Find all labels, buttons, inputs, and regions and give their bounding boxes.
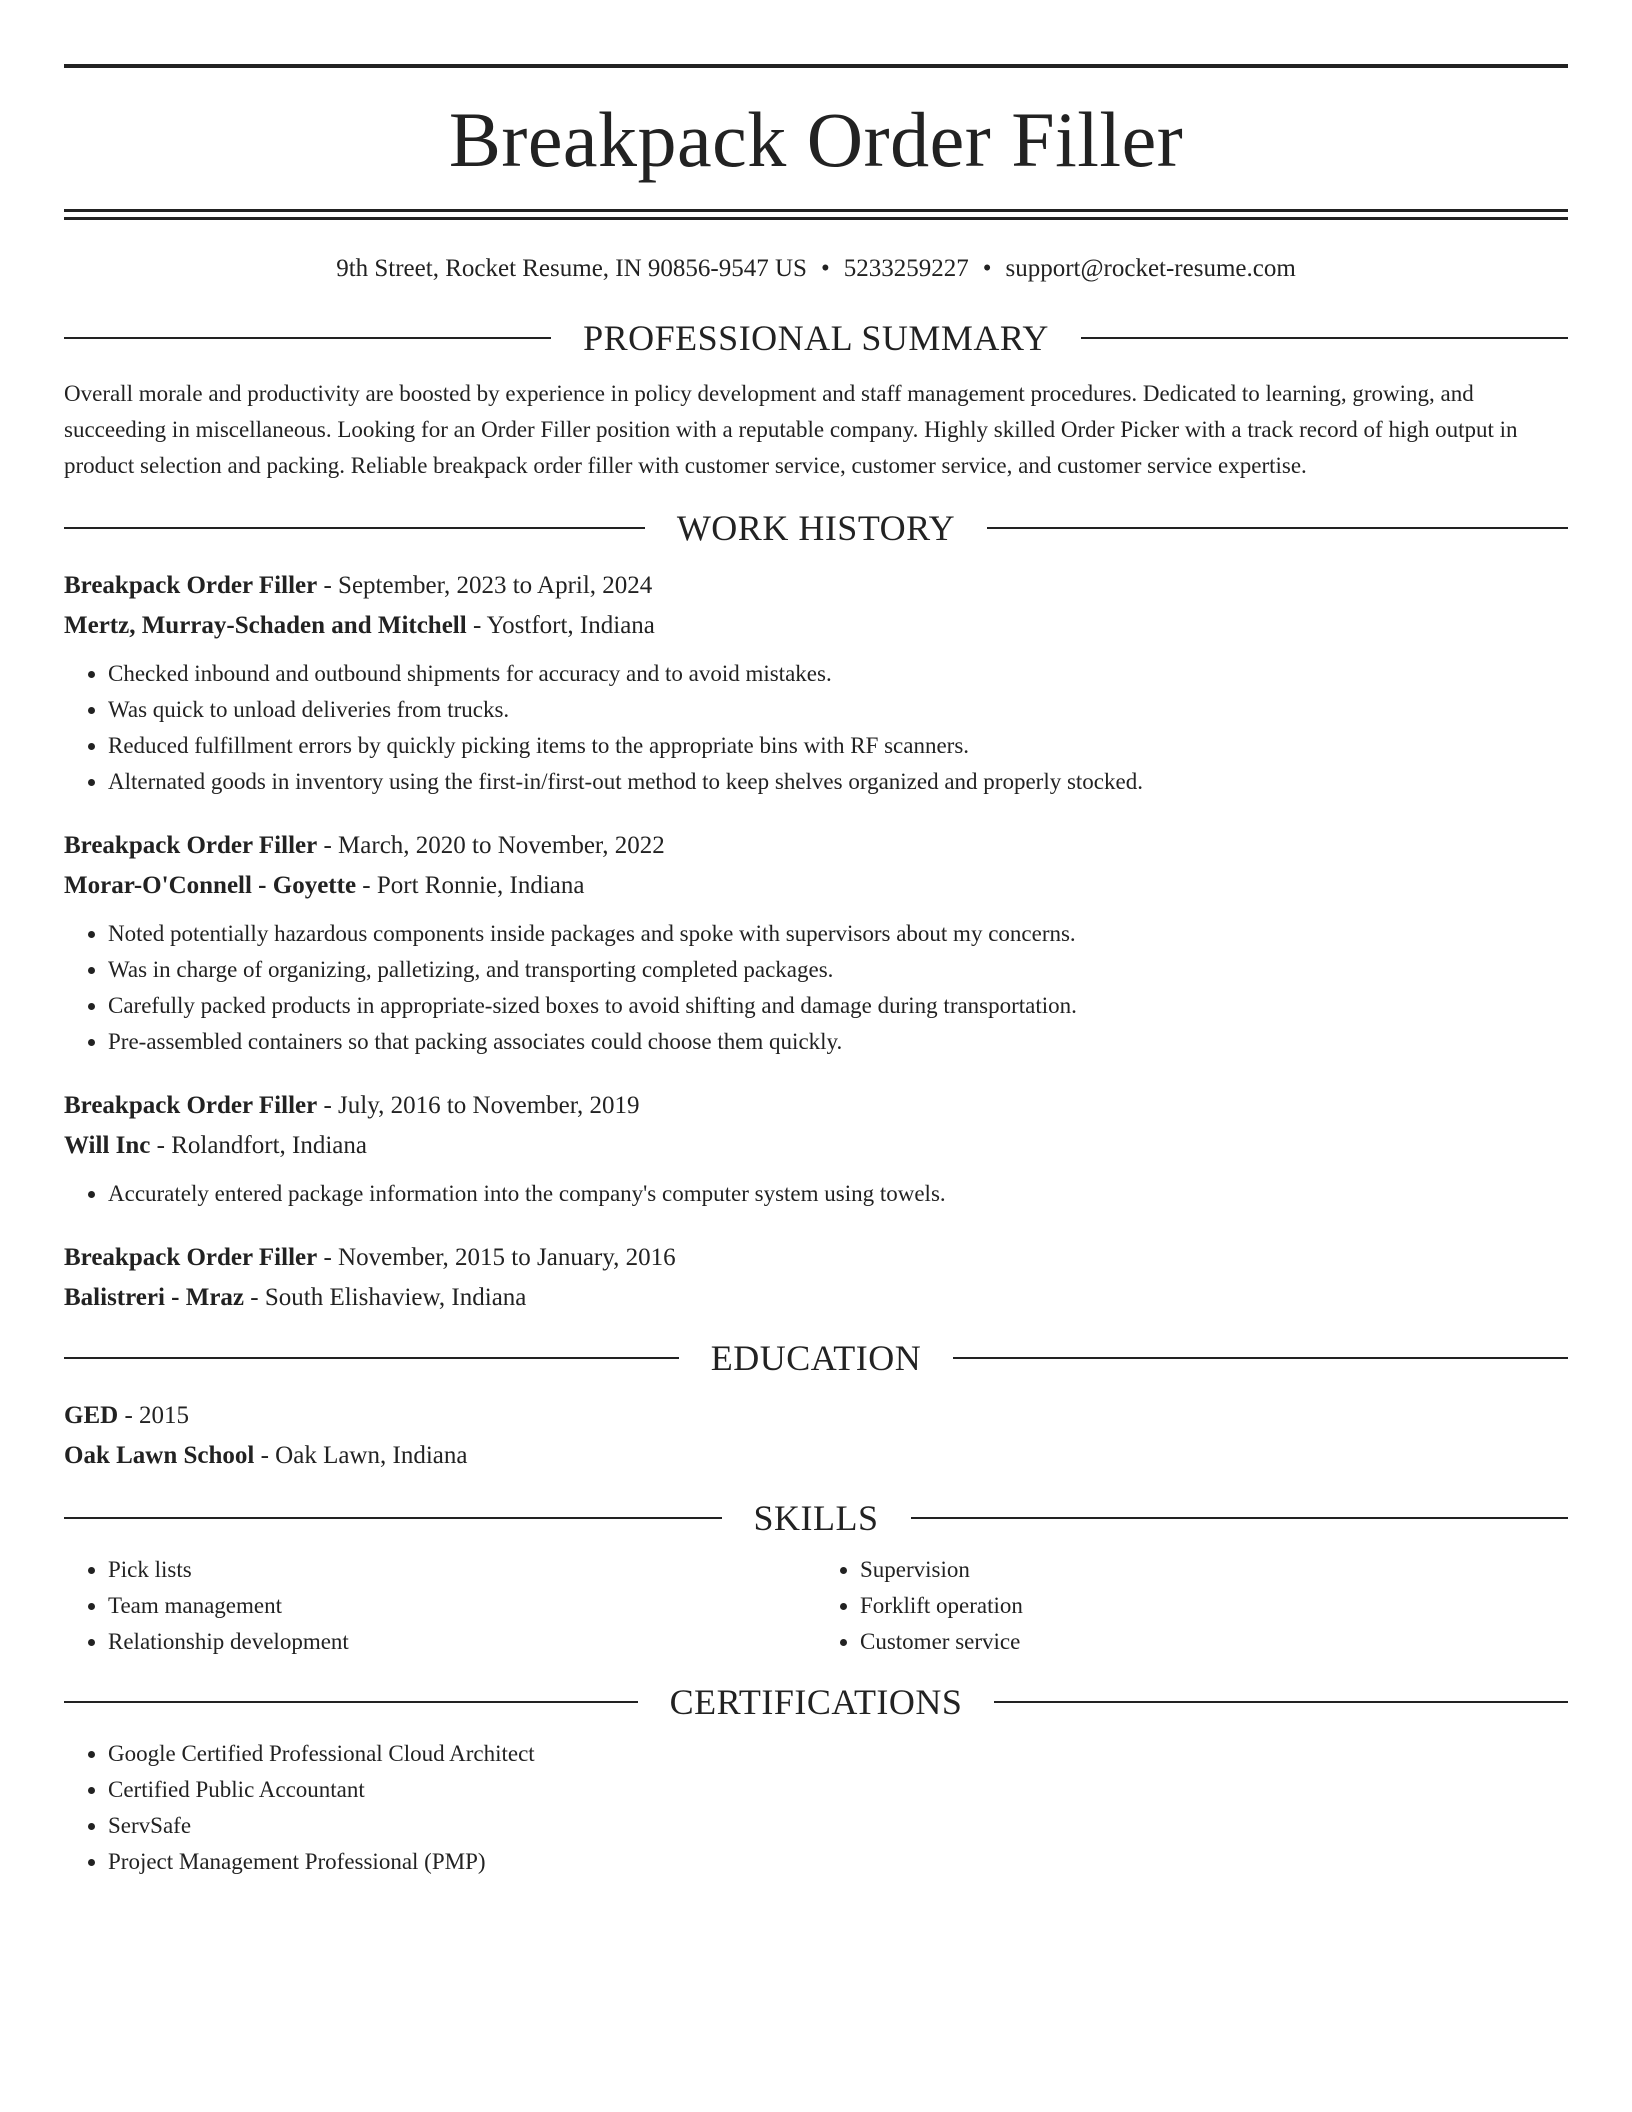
- job-company: Will Inc: [64, 1132, 151, 1159]
- section-title: EDUCATION: [710, 1338, 922, 1378]
- top-rule: [64, 64, 1568, 68]
- list-item: • Was in charge of organizing, palletizing, and transporting completed packages.: [108, 952, 1568, 988]
- contact-line: [64, 254, 1568, 284]
- section-heading-work-history: [64, 510, 1568, 546]
- job-entry: [64, 1086, 1568, 1212]
- contact-address: 9th Street, Rocket Resume, IN 90856-9547 US: [336, 255, 807, 282]
- list-item: • Reduced fulfillment errors by quickly picking items to the appropriate bins with RF scanners.: [108, 728, 1568, 764]
- contact-separator: •: [820, 255, 830, 282]
- list-item: • Pick lists: [108, 1552, 816, 1588]
- list-item: • Was quick to unload deliveries from trucks.: [108, 692, 1568, 728]
- list-item: • Certified Public Accountant: [108, 1772, 1568, 1808]
- contact-separator: •: [982, 255, 992, 282]
- education-school: Oak Lawn School: [64, 1442, 255, 1469]
- section-heading-skills: [64, 1500, 1568, 1536]
- section-title: SKILLS: [753, 1498, 879, 1538]
- section-heading-summary: [64, 320, 1568, 356]
- job-entry: [64, 566, 1568, 800]
- skills-column-right: [816, 1552, 1568, 1660]
- contact-phone: 5233259227: [843, 255, 969, 282]
- list-item: • ServSafe: [108, 1808, 1568, 1844]
- job-location: - Rolandfort, Indiana: [150, 1132, 367, 1159]
- contact-email: support@rocket-resume.com: [1005, 255, 1296, 282]
- list-item: • Customer service: [860, 1624, 1568, 1660]
- certifications-list: [64, 1736, 1568, 1880]
- name-double-rule: [64, 209, 1568, 220]
- list-item: • Carefully packed products in appropriate-sized boxes to avoid shifting and damage during transportation.: [108, 988, 1568, 1024]
- skills-list: [64, 1552, 1568, 1660]
- job-bullets: [64, 656, 1568, 800]
- education-degree: GED: [64, 1402, 119, 1429]
- job-location: - Yostfort, Indiana: [466, 612, 655, 639]
- job-location: - Port Ronnie, Indiana: [356, 872, 585, 899]
- job-dates: - March, 2020 to November, 2022: [317, 832, 665, 859]
- job-bullets: [64, 1176, 1568, 1212]
- section-heading-education: [64, 1340, 1568, 1376]
- job-company: Morar-O'Connell - Goyette: [64, 872, 357, 899]
- list-item: • Google Certified Professional Cloud Architect: [108, 1736, 1568, 1772]
- job-bullets: [64, 916, 1568, 1060]
- job-role: Breakpack Order Filler: [64, 1244, 318, 1271]
- resume-page: [64, 64, 1568, 1880]
- candidate-name: Breakpack Order Filler: [448, 96, 1184, 183]
- job-company: Balistreri - Mraz: [64, 1284, 245, 1311]
- education-location: - Oak Lawn, Indiana: [254, 1442, 468, 1469]
- job-location: - South Elishaview, Indiana: [244, 1284, 527, 1311]
- list-item: • Project Management Professional (PMP): [108, 1844, 1568, 1880]
- section-title: WORK HISTORY: [676, 508, 956, 548]
- list-item: • Noted potentially hazardous components inside packages and spoke with supervisors about my concerns.: [108, 916, 1568, 952]
- list-item: • Team management: [108, 1588, 816, 1624]
- job-entry: [64, 1238, 1568, 1318]
- section-title: CERTIFICATIONS: [669, 1682, 963, 1722]
- education-entry: [64, 1396, 1568, 1476]
- summary-paragraph: Overall morale and productivity are boosted by experience in policy development and staff management procedures. Dedicated to learning, growing, and succeeding in miscellaneous. Looking for an Order Filler position with a reputable company. Highly skilled Order Picker with a track record of high output in product selection and packing. Reliable breakpack order filler with customer service, customer service, and customer service expertise.: [64, 381, 1518, 478]
- list-item: • Checked inbound and outbound shipments for accuracy and to avoid mistakes.: [108, 656, 1568, 692]
- job-dates: - September, 2023 to April, 2024: [317, 572, 653, 599]
- job-company: Mertz, Murray-Schaden and Mitchell: [64, 612, 467, 639]
- job-role: Breakpack Order Filler: [64, 572, 318, 599]
- job-dates: - November, 2015 to January, 2016: [317, 1244, 676, 1271]
- job-entry: [64, 826, 1568, 1060]
- list-item: • Forklift operation: [860, 1588, 1568, 1624]
- section-heading-certifications: [64, 1684, 1568, 1720]
- job-dates: - July, 2016 to November, 2019: [317, 1092, 640, 1119]
- education-year: - 2015: [118, 1402, 190, 1429]
- job-role: Breakpack Order Filler: [64, 832, 318, 859]
- list-item: • Accurately entered package information into the company's computer system using towels.: [108, 1176, 1568, 1212]
- list-item: • Alternated goods in inventory using the first-in/first-out method to keep shelves organized and properly stocked.: [108, 764, 1568, 800]
- section-title: PROFESSIONAL SUMMARY: [583, 318, 1049, 358]
- list-item: • Relationship development: [108, 1624, 816, 1660]
- list-item: • Supervision: [860, 1552, 1568, 1588]
- list-item: • Pre-assembled containers so that packing associates could choose them quickly.: [108, 1024, 1568, 1060]
- job-role: Breakpack Order Filler: [64, 1092, 318, 1119]
- skills-column-left: [64, 1552, 816, 1660]
